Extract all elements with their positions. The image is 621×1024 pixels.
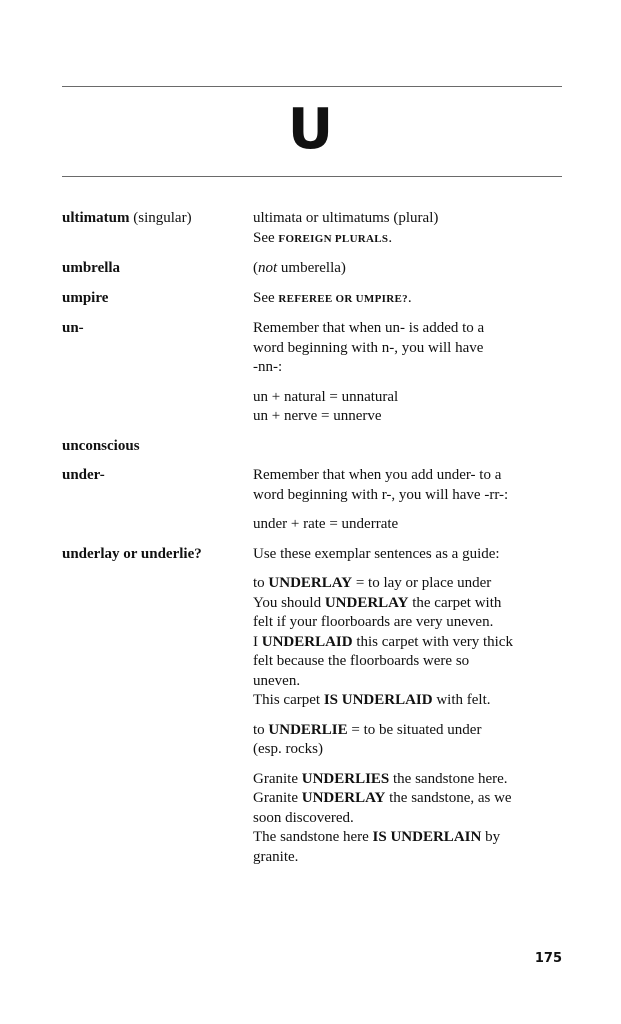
definition-paragraph: to UNDERLAY = to lay or place under You should UNDERLAY the carpet with felt if your floorboards are very uneven. I UNDERLAID this carpet with very thick felt because the floorboards were so uneven. This carpet IS UNDERLAID with felt. (253, 575, 513, 708)
entry-term: un- (62, 320, 84, 336)
entry-term: unconscious (62, 437, 140, 454)
entry-unconscious (62, 437, 562, 457)
dictionary-entries (62, 209, 562, 877)
entry-term: underlay or underlie? (62, 545, 202, 562)
definition-paragraph: ultimata or ultimatums (plural) See FOREIGN PLURALS. (253, 210, 439, 246)
entry-umbrella (62, 259, 562, 279)
cross-reference: FOREIGN PLURALS (278, 232, 389, 245)
entry-definition (253, 289, 562, 310)
definition-paragraph: Remember that when you add under- to a word beginning with r-, you will have -rr-: (253, 467, 509, 503)
entry-term: umbrella (62, 260, 121, 276)
definition-paragraph: Granite UNDERLIES the sandstone here. Granite UNDERLAY the sandstone, as we soon discovered. The sandstone here IS UNDERLAIN by granite. (253, 770, 512, 865)
entry-term: under- (62, 467, 105, 483)
section-letter: U (287, 97, 334, 162)
entry-definition (253, 545, 562, 868)
entry-definition (253, 466, 562, 535)
definition-paragraph: un + natural = unnatural un + nerve = unnerve (253, 388, 399, 424)
cross-reference: REFEREE OR UMPIRE? (278, 292, 408, 305)
definition-paragraph: (not umberella) (253, 260, 346, 276)
entry-term: umpire (62, 289, 109, 306)
entry-umpire (62, 289, 562, 310)
entry-term: ultimatum (singular) (62, 210, 192, 226)
page-number: 175 (534, 951, 562, 966)
entry-under (62, 466, 562, 535)
definition-paragraph: under + rate = underrate (253, 516, 399, 532)
entry-definition (253, 437, 562, 457)
definition-paragraph: to UNDERLIE = to be situated under (esp. rocks) (253, 721, 482, 757)
entry-definition (253, 209, 562, 249)
entry-un (62, 319, 562, 427)
top-rule (62, 86, 562, 87)
entry-ultimatum (62, 209, 562, 249)
entry-underlay-or-underlie (62, 545, 562, 868)
definition-paragraph: See REFEREE OR UMPIRE?. (253, 289, 412, 306)
definition-paragraph: Remember that when un- is added to a word beginning with n-, you will have -nn-: (253, 320, 485, 375)
bottom-rule (62, 176, 562, 177)
entry-definition (253, 319, 562, 427)
entry-definition (253, 259, 562, 279)
definition-paragraph: Use these exemplar sentences as a guide: (253, 545, 500, 562)
